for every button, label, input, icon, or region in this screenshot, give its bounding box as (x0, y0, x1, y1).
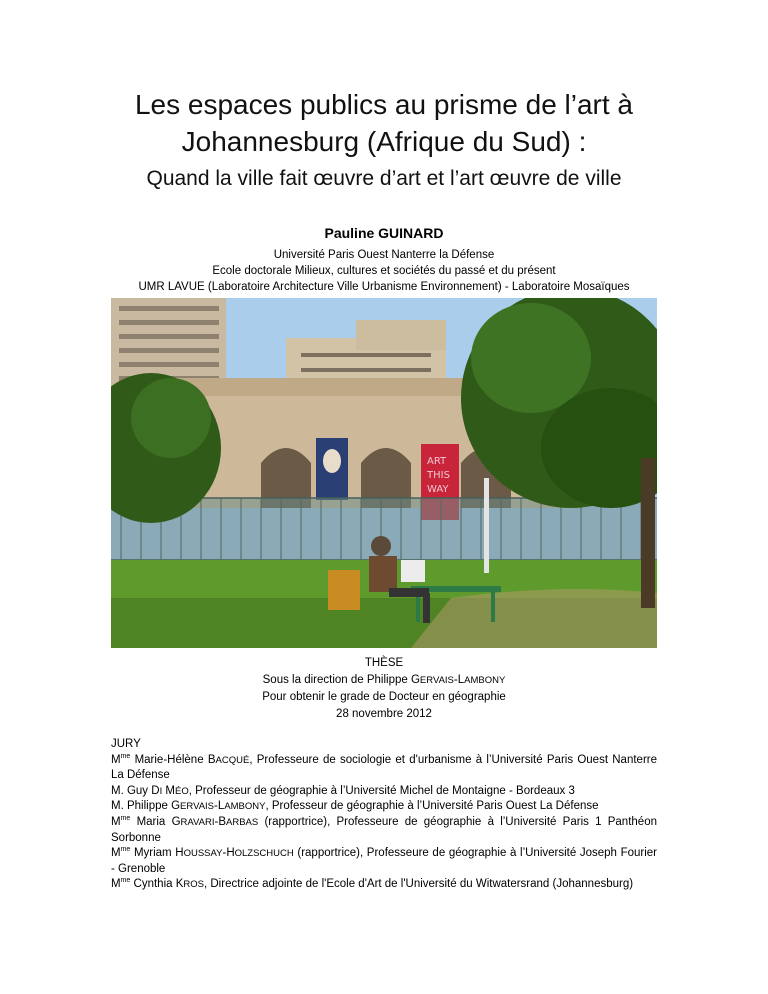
member-first-name: Maria (130, 815, 172, 828)
thesis-date: 28 novembre 2012 (336, 707, 432, 720)
title-line-2: Johannesburg (Afrique du Sud) : (181, 126, 587, 157)
member-surname: OUSSAY (183, 848, 223, 860)
member-dash: - (214, 815, 219, 828)
author-name: Pauline GUINARD (324, 225, 444, 241)
member-surname-2: OLZSCHUCH (234, 848, 294, 860)
title-sup: me (120, 752, 131, 760)
jury-member-houssay-holzschuch (111, 846, 657, 877)
title-prefix: M (111, 878, 121, 891)
member-role: , Professeur de géographie à l’Université Michel de Montaigne - Bordeaux 3 (188, 784, 575, 797)
affiliation-doctoral-school: Ecole doctorale Milieux, cultures et sociétés du passé et du présent (212, 265, 556, 277)
member-initial: B (207, 753, 216, 766)
thesis-title (0, 86, 768, 160)
member-surname-2: ARBAS (226, 816, 259, 828)
director-name-part: ERVAIS (419, 674, 454, 686)
member-initial: D (151, 784, 160, 797)
title-sup: me (120, 815, 131, 823)
title-line-1: Les espaces publics au prisme de l’art à (134, 89, 634, 120)
title-prefix: M (111, 815, 121, 828)
member-surname: ROS (183, 879, 204, 891)
thesis-direction (0, 672, 768, 690)
director-initial: G (410, 673, 420, 686)
thesis-info (0, 655, 768, 722)
title-sup: me (120, 877, 131, 885)
thesis-subtitle: Quand la ville fait œuvre d’art et l’art œuvre de ville (146, 167, 622, 190)
member-initial: K (175, 878, 184, 891)
jury-member-gravari-barbas (111, 815, 657, 846)
affiliation-university: Université Paris Ouest Nanterre la Défense (273, 249, 495, 261)
member-first-name: Myriam (130, 847, 176, 860)
cover-photo-illustration (111, 298, 657, 648)
member-first-name: M. Philippe (111, 800, 172, 813)
title-sup: me (120, 846, 131, 854)
jury-member-gervais-lambony (111, 799, 657, 815)
banner-text-way: WAY (427, 484, 449, 495)
member-first-name: Marie-Hélène (130, 753, 208, 766)
jury-member-di-meo (111, 784, 657, 800)
jury-section (111, 737, 657, 893)
member-role: , Professeure de sociologie et d'urbanisme à l’Université Paris Ouest Nanterre La Défense (111, 753, 657, 782)
jury-member-bacque (111, 753, 657, 784)
member-first-name: Cynthia (130, 878, 176, 891)
direction-prefix: Sous la direction de Philippe (262, 673, 411, 686)
member-initial-2: L (217, 800, 225, 813)
member-surname: I (159, 785, 163, 797)
banner-text-art: ART (427, 456, 447, 467)
affiliation-laboratory: UMR LAVUE (Laboratoire Architecture Ville Urbanisme Environnement) - Laboratoire Mosaïques (138, 281, 630, 293)
jury-member-kros (111, 877, 657, 893)
member-initial: H (175, 847, 184, 860)
thesis-label: THÈSE (364, 657, 404, 669)
thesis-grade: Pour obtenir le grade de Docteur en géographie (262, 691, 506, 703)
member-initial: G (171, 815, 181, 828)
member-surname: RAVARI (180, 816, 215, 828)
member-surname-2: ÉO (175, 785, 189, 797)
title-prefix: M (111, 847, 121, 860)
member-role: , Professeur de géographie à l’Université Paris Ouest La Défense (265, 800, 599, 813)
member-surname-2: AMBONY (224, 801, 266, 813)
director-initial-2: L (457, 673, 465, 686)
cover-photo (111, 298, 657, 648)
member-initial: G (171, 800, 181, 813)
title-prefix: M (111, 753, 121, 766)
member-role: (rapportrice), Professeure de géographie à l’Université Paris 1 Panthéon Sorbonne (111, 815, 657, 844)
member-initial-2: B (218, 815, 226, 828)
director-dash: - (453, 673, 458, 686)
member-dash: - (222, 847, 227, 860)
member-surname: ERVAIS (180, 801, 215, 813)
member-role: , Directrice adjointe de l'Ecole d'Art de l'Université du Witwatersrand (Johannesburg) (203, 878, 634, 891)
member-first-name: M. Guy (111, 784, 152, 797)
member-role: (rapportrice), Professeure de géographie à l’Université Joseph Fourier - Grenoble (111, 847, 657, 875)
jury-label: JURY (111, 738, 141, 750)
member-dash: - (214, 800, 218, 813)
member-surname: ACQUÉ (215, 754, 250, 766)
director-name-part-2: AMBONY (464, 674, 506, 686)
banner-text-this: THIS (427, 470, 450, 481)
member-initial-2: H (226, 847, 235, 860)
member-initial-2: M (165, 784, 176, 797)
